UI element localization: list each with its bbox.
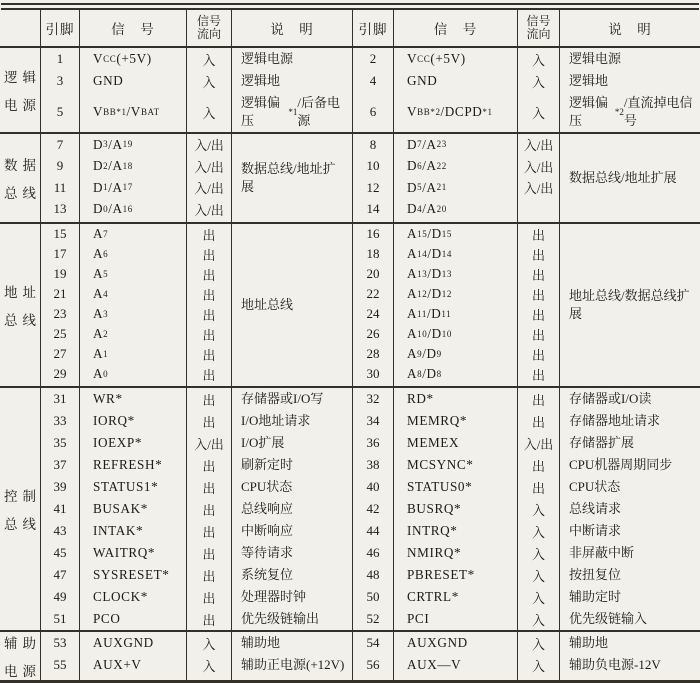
category-char: 线: [22, 186, 36, 201]
signal-cell: AUX—V: [393, 654, 517, 676]
signal-cell: NMIRQ*: [393, 542, 517, 564]
direction-cell: 入/出: [517, 134, 559, 156]
left-half: [40, 48, 352, 132]
direction-cell: 入/出: [517, 432, 559, 454]
column-rule-filler: [186, 384, 231, 386]
signal-cell: D 5 /A 21: [393, 177, 517, 199]
category-char: 线: [22, 313, 36, 328]
direction-cell: 出: [186, 324, 231, 344]
description-cell: 辅助定时: [559, 586, 700, 608]
pin-cell: 11: [53, 179, 67, 195]
column-rule-filler: [186, 220, 231, 222]
signal-cell: V BB *2 /DCPD *1: [393, 92, 517, 132]
category-char: 地: [4, 285, 18, 300]
description-cell: 优先级链输入: [559, 608, 700, 630]
description-cell: 总线请求: [559, 498, 700, 520]
pin-cell: 7: [56, 136, 64, 152]
pin-cell: 10: [366, 158, 380, 174]
signal-cell: V CC (+5V): [393, 48, 517, 70]
signal-cell: PCI: [393, 608, 517, 630]
pin-cell: 39: [53, 479, 67, 494]
description-cell: 中断响应: [231, 520, 352, 542]
header-description-left: 说 明: [231, 10, 352, 46]
pin-cell: 51: [53, 611, 67, 626]
description-cell-merged: 地址总线: [231, 224, 352, 386]
pin-cell: 24: [366, 306, 380, 321]
description-cell: 逻辑地: [231, 70, 352, 92]
pin-cell: 53: [53, 635, 67, 650]
category-char: 源: [22, 664, 36, 679]
description-cell-merged: 地址总线/数据总线扩展: [559, 224, 700, 386]
category-cell: [0, 224, 40, 386]
signal-cell: V BB *1 /V BAT: [79, 92, 186, 132]
signal-cell: D 4 /A 20: [393, 199, 517, 221]
signal-cell: CRTRL*: [393, 586, 517, 608]
pin-cell: 45: [53, 545, 67, 560]
pin-cell: 49: [53, 589, 67, 604]
description-cell: 逻辑地: [559, 70, 700, 92]
column-rule-filler: [186, 676, 231, 680]
pin-cell: 44: [366, 523, 380, 538]
signal-cell: D 7 /A 23: [393, 134, 517, 156]
category-char: 电: [4, 98, 18, 113]
category-cell: [0, 48, 40, 132]
direction-cell: 出: [517, 244, 559, 264]
column-rule-filler: [79, 220, 186, 222]
pin-cell: 32: [366, 391, 380, 406]
signal-cell: IORQ*: [79, 410, 186, 432]
pin-cell: 38: [366, 457, 380, 472]
description-cell: CPU状态: [231, 476, 352, 498]
pin-cell: 55: [53, 657, 67, 672]
category-char: 辅: [4, 636, 18, 651]
right-half: [352, 388, 700, 630]
category-label: [2, 66, 39, 114]
signal-cell: A 0: [79, 364, 186, 384]
signal-cell: WR*: [79, 388, 186, 410]
description-cell: 非屏蔽中断: [559, 542, 700, 564]
signal-cell: D 0 /A 16: [79, 199, 186, 221]
pin-cell: 42: [366, 501, 380, 516]
category-char: 总: [4, 517, 18, 532]
pin-cell: 21: [53, 286, 67, 301]
signal-cell: V CC (+5V): [79, 48, 186, 70]
header-pin-left: 引脚: [45, 22, 75, 37]
pin-cell: 43: [53, 523, 67, 538]
category-char: 据: [22, 158, 36, 173]
signal-cell: GND: [79, 70, 186, 92]
column-rule-filler: [559, 676, 700, 680]
signal-cell: WAITRQ*: [79, 542, 186, 564]
pin-cell: 56: [366, 657, 380, 672]
direction-cell: 出: [186, 264, 231, 284]
description-cell: CPU状态: [559, 476, 700, 498]
pin-cell: 15: [53, 226, 67, 241]
direction-cell: 出: [186, 244, 231, 264]
category-cell: [0, 632, 40, 680]
direction-cell: 出: [186, 388, 231, 410]
pin-cell: 50: [366, 589, 380, 604]
direction-cell: 入: [517, 586, 559, 608]
signal-cell: A 7: [79, 224, 186, 244]
direction-cell: 入: [517, 70, 559, 92]
description-cell: 逻辑偏压 *1 /后备电源: [231, 92, 352, 132]
direction-cell: 出: [186, 344, 231, 364]
direction-cell: 出: [186, 476, 231, 498]
category-cell: [0, 388, 40, 630]
pin-cell: 47: [53, 567, 67, 582]
direction-cell: 出: [517, 304, 559, 324]
column-rule-filler: [79, 384, 186, 386]
category-char: 址: [22, 285, 36, 300]
pin-cell: 4: [369, 73, 377, 88]
direction-cell: 入/出: [186, 134, 231, 156]
pin-cell: 5: [56, 104, 64, 119]
direction-cell: 出: [186, 284, 231, 304]
direction-cell: 出: [517, 324, 559, 344]
column-rule-filler: [231, 676, 352, 680]
direction-cell: 入: [186, 654, 231, 676]
direction-cell: 出: [186, 364, 231, 384]
pin-cell: 18: [366, 246, 380, 261]
pin-cell: 40: [366, 479, 380, 494]
pin-cell: 9: [56, 158, 64, 174]
pin-cell: 6: [369, 104, 377, 119]
signal-cell: AUXGND: [79, 632, 186, 654]
table-body: [0, 48, 700, 683]
signal-cell: A 11 /D 11: [393, 304, 517, 324]
direction-cell: 出: [186, 520, 231, 542]
category-label: [2, 281, 39, 329]
table-section: [0, 388, 700, 632]
table-header-left: [40, 10, 352, 46]
pin-cell: 41: [53, 501, 67, 516]
right-half: [352, 632, 700, 680]
pin-cell: 54: [366, 635, 380, 650]
description-cell: 辅助地: [559, 632, 700, 654]
signal-cell: A 13 /D 13: [393, 264, 517, 284]
direction-cell: 入: [186, 92, 231, 132]
header-direction-right-line1: 信号: [526, 14, 551, 28]
left-half: [40, 388, 352, 630]
signal-cell: RD*: [393, 388, 517, 410]
description-cell: 等待请求: [231, 542, 352, 564]
description-cell: 存储器地址请求: [559, 410, 700, 432]
pin-cell: 34: [366, 413, 380, 428]
pin-cell: 30: [366, 366, 380, 381]
pin-cell: 20: [366, 266, 380, 281]
table-top-rule: [1, 3, 699, 10]
signal-cell: BUSRQ*: [393, 498, 517, 520]
direction-cell: 入: [517, 564, 559, 586]
category-char: 总: [4, 313, 18, 328]
signal-cell: D 2 /A 18: [79, 156, 186, 178]
signal-cell: AUXGND: [393, 632, 517, 654]
pin-cell: 33: [53, 413, 67, 428]
direction-cell: 入/出: [517, 177, 559, 199]
description-cell: 刷新定时: [231, 454, 352, 476]
direction-cell: 入: [517, 498, 559, 520]
category-char: 助: [22, 636, 36, 651]
pin-cell: 12: [366, 179, 380, 195]
description-cell: CPU机器周期同步: [559, 454, 700, 476]
direction-cell: 入: [517, 632, 559, 654]
pin-cell: 48: [366, 567, 380, 582]
direction-cell: 入: [517, 542, 559, 564]
table-header-row: [0, 10, 700, 48]
pin-cell: 28: [366, 346, 380, 361]
header-signal-right: 信 号: [393, 10, 517, 46]
signal-cell: STATUS0*: [393, 476, 517, 498]
signal-cell: MEMRQ*: [393, 410, 517, 432]
category-label: [2, 485, 39, 533]
left-half: [40, 134, 352, 222]
signal-cell: MCSYNC*: [393, 454, 517, 476]
column-rule-filler: [517, 384, 559, 386]
table-section: [0, 632, 700, 683]
direction-cell: 出: [517, 284, 559, 304]
direction-cell: [517, 199, 559, 221]
direction-cell: 入/出: [186, 199, 231, 221]
description-cell: 逻辑偏压 *2 /直流掉电信号: [559, 92, 700, 132]
signal-cell: IOEXP*: [79, 432, 186, 454]
description-cell: 处理器时钟: [231, 586, 352, 608]
direction-cell: 入: [517, 654, 559, 676]
table-header-right: [352, 10, 700, 46]
left-half: [40, 632, 352, 680]
pin-cell: 29: [53, 366, 67, 381]
signal-cell: MEMEX: [393, 432, 517, 454]
direction-cell: 入: [186, 48, 231, 70]
category-char: 控: [4, 489, 18, 504]
pin-cell: 2: [369, 51, 377, 66]
description-cell: 系统复位: [231, 564, 352, 586]
signal-cell: PCO: [79, 608, 186, 630]
header-direction-right: [517, 10, 559, 46]
pin-cell: 1: [56, 51, 64, 66]
description-cell: I/O扩展: [231, 432, 352, 454]
signal-cell: CLOCK*: [79, 586, 186, 608]
description-cell: 逻辑电源: [559, 48, 700, 70]
signal-cell: A 9 /D 9: [393, 344, 517, 364]
direction-cell: 出: [517, 454, 559, 476]
signal-cell: A 3: [79, 304, 186, 324]
column-rule-filler: [517, 220, 559, 222]
category-char: 逻: [4, 70, 18, 85]
right-half: [352, 48, 700, 132]
direction-cell: 入: [517, 92, 559, 132]
signal-cell: INTRQ*: [393, 520, 517, 542]
category-label: [2, 154, 39, 202]
signal-cell: A 12 /D 12: [393, 284, 517, 304]
description-cell: 总线响应: [231, 498, 352, 520]
description-cell: 优先级链输出: [231, 608, 352, 630]
direction-cell: 出: [186, 410, 231, 432]
right-half: [352, 224, 700, 386]
description-cell: 辅助负电源-12V: [559, 654, 700, 676]
description-cell: 辅助地: [231, 632, 352, 654]
description-cell-merged: 数据总线/地址扩展: [559, 134, 700, 222]
pin-cell: 37: [53, 457, 67, 472]
signal-cell: A 4: [79, 284, 186, 304]
direction-cell: 入: [517, 48, 559, 70]
signal-cell: A 15 /D 15: [393, 224, 517, 244]
signal-cell: STATUS1*: [79, 476, 186, 498]
category-char: 数: [4, 158, 18, 173]
direction-cell: 出: [186, 224, 231, 244]
category-cell: [0, 134, 40, 222]
signal-cell: PBRESET*: [393, 564, 517, 586]
right-half: [352, 134, 700, 222]
direction-cell: 出: [186, 564, 231, 586]
signal-cell: D 1 /A 17: [79, 177, 186, 199]
column-rule-filler: [517, 676, 559, 680]
direction-cell: 出: [517, 476, 559, 498]
pin-cell: 17: [53, 246, 67, 261]
pin-cell: 22: [366, 286, 380, 301]
pin-cell: 27: [53, 346, 67, 361]
signal-cell: A 1: [79, 344, 186, 364]
direction-cell: 入: [186, 632, 231, 654]
table-section: [0, 224, 700, 388]
header-category-spacer: [0, 10, 40, 46]
pin-cell: 25: [53, 326, 67, 341]
direction-cell: 出: [517, 410, 559, 432]
column-rule-filler: [393, 384, 517, 386]
pin-cell: 46: [366, 545, 380, 560]
direction-cell: 出: [186, 498, 231, 520]
direction-cell: 出: [517, 388, 559, 410]
signal-cell: AUX+V: [79, 654, 186, 676]
signal-cell: SYSRESET*: [79, 564, 186, 586]
signal-cell: A 5: [79, 264, 186, 284]
signal-cell: D 6 /A 22: [393, 156, 517, 178]
signal-cell: GND: [393, 70, 517, 92]
signal-cell: BUSAK*: [79, 498, 186, 520]
direction-cell: 出: [517, 264, 559, 284]
direction-cell: 出: [186, 304, 231, 324]
header-pin-right: 引脚: [358, 22, 388, 37]
signal-cell: A 6: [79, 244, 186, 264]
pin-cell: 36: [366, 435, 380, 450]
category-char: 源: [22, 98, 36, 113]
description-cell: 存储器扩展: [559, 432, 700, 454]
description-cell: I/O地址请求: [231, 410, 352, 432]
header-direction-right-line2: 流向: [526, 27, 551, 41]
signal-cell: REFRESH*: [79, 454, 186, 476]
signal-cell: D 3 /A 19: [79, 134, 186, 156]
direction-cell: 出: [517, 364, 559, 384]
pin-cell: 35: [53, 435, 67, 450]
direction-cell: 出: [186, 454, 231, 476]
pin-cell: 13: [53, 201, 67, 217]
signal-cell: INTAK*: [79, 520, 186, 542]
header-description-right: 说 明: [559, 10, 700, 46]
description-cell: 中断请求: [559, 520, 700, 542]
pin-cell: 8: [369, 136, 377, 152]
table-section: [0, 48, 700, 134]
pin-cell: 52: [366, 611, 380, 626]
pin-cell: 19: [53, 266, 67, 281]
description-cell: 按扭复位: [559, 564, 700, 586]
description-cell: 辅助正电源(+12V): [231, 654, 352, 676]
header-direction-left-line2: 流向: [196, 27, 221, 41]
pin-cell: 16: [366, 226, 380, 241]
signal-cell: A 10 /D 10: [393, 324, 517, 344]
direction-cell: 出: [186, 586, 231, 608]
description-cell: 存储器或I/O读: [559, 388, 700, 410]
signal-cell: A 14 /D 14: [393, 244, 517, 264]
direction-cell: 入/出: [186, 156, 231, 178]
direction-cell: 入: [517, 608, 559, 630]
pin-cell: 14: [366, 201, 380, 217]
column-rule-filler: [393, 220, 517, 222]
direction-cell: 入/出: [517, 156, 559, 178]
left-half: [40, 224, 352, 386]
column-rule-filler: [393, 676, 517, 680]
table-section: [0, 134, 700, 224]
direction-cell: 入/出: [186, 432, 231, 454]
direction-cell: 出: [517, 344, 559, 364]
description-cell: 存储器或I/O写: [231, 388, 352, 410]
signal-cell: A 8 /D 8: [393, 364, 517, 384]
description-cell: 逻辑电源: [231, 48, 352, 70]
header-direction-left-line1: 信号: [196, 14, 221, 28]
pin-cell: 31: [53, 391, 67, 406]
category-label: [2, 632, 39, 680]
description-cell-merged: 数据总线/地址扩展: [231, 134, 352, 222]
header-signal-left: 信 号: [79, 10, 186, 46]
direction-cell: 入: [517, 520, 559, 542]
direction-cell: 出: [186, 608, 231, 630]
category-char: 线: [22, 517, 36, 532]
category-char: 总: [4, 186, 18, 201]
header-direction-left: [186, 10, 231, 46]
category-char: 电: [4, 664, 18, 679]
category-char: 制: [22, 489, 36, 504]
direction-cell: 入/出: [186, 177, 231, 199]
pin-cell: 3: [56, 73, 64, 88]
direction-cell: 出: [517, 224, 559, 244]
signal-cell: A 2: [79, 324, 186, 344]
direction-cell: 出: [186, 542, 231, 564]
pin-cell: 23: [53, 306, 67, 321]
category-char: 辑: [22, 70, 36, 85]
column-rule-filler: [79, 676, 186, 680]
direction-cell: 入: [186, 70, 231, 92]
pin-cell: 26: [366, 326, 380, 341]
